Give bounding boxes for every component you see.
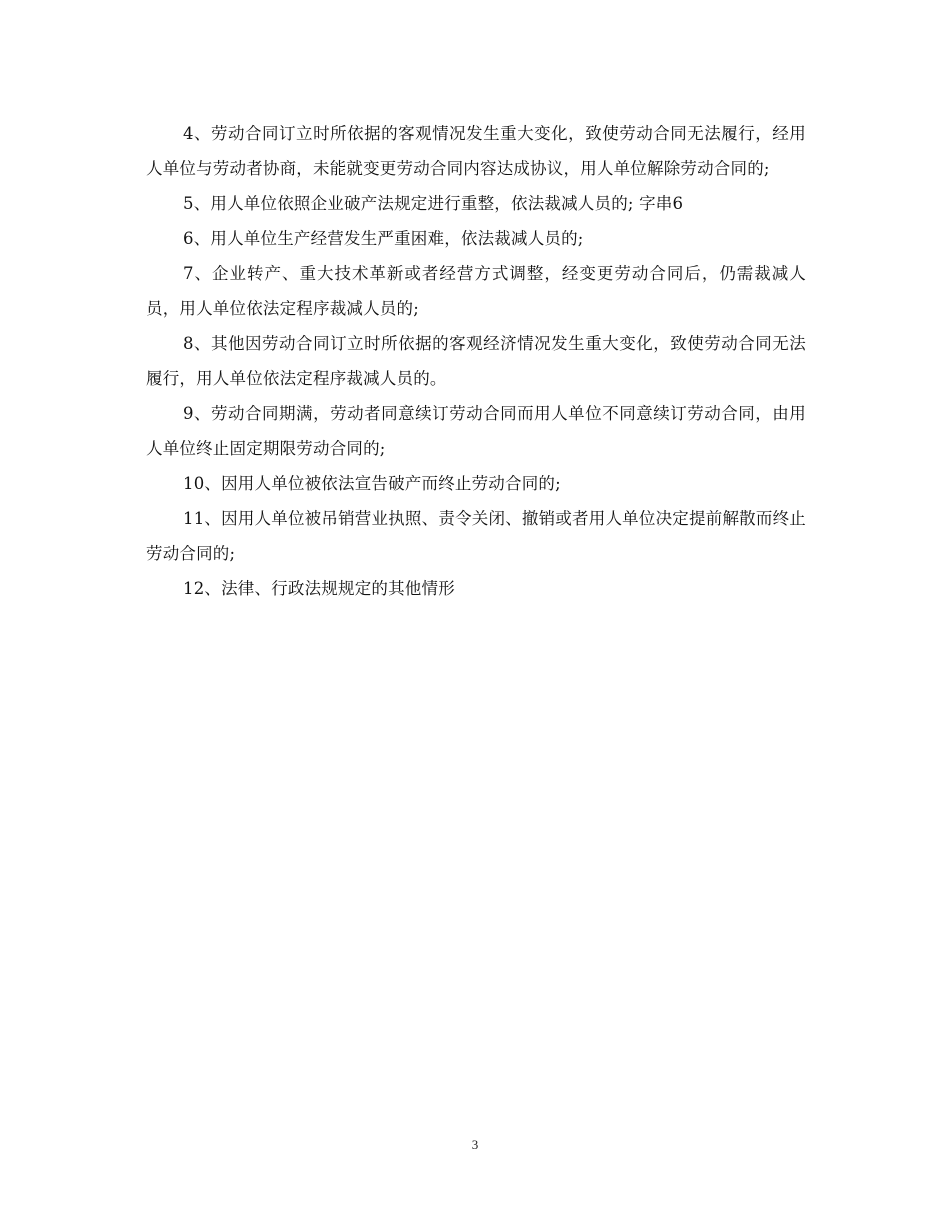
paragraph-item-12: 12、法律、行政法规规定的其他情形	[183, 579, 455, 598]
paragraph-item-6: 6、用人单位生产经营发生严重困难，依法裁减人员的;	[183, 229, 584, 248]
paragraph-item-10: 10、因用人单位被依法宣告破产而终止劳动合同的;	[183, 474, 561, 493]
paragraph-item-8: 8、其他因劳动合同订立时所依据的客观经济情况发生重大变化，致使劳动合同无法履行，用人单位依法定程序裁减人员的。	[146, 334, 806, 388]
paragraph-item-5: 5、用人单位依照企业破产法规定进行重整，依法裁减人员的; 字串6	[183, 194, 684, 213]
page-number: 3	[471, 1137, 479, 1152]
paragraph-item-11: 11、因用人单位被吊销营业执照、责令关闭、撤销或者用人单位决定提前解散而终止劳动合同的;	[146, 509, 806, 563]
paragraph-item-7: 7、企业转产、重大技术革新或者经营方式调整，经变更劳动合同后，仍需裁减人员，用人单位依法定程序裁减人员的;	[146, 264, 806, 318]
paragraph-item-4: 4、劳动合同订立时所依据的客观情况发生重大变化，致使劳动合同无法履行，经用人单位与劳动者协商，未能就变更劳动合同内容达成协议，用人单位解除劳动合同的;	[146, 124, 806, 178]
document-body	[146, 116, 806, 606]
paragraph-item-9: 9、劳动合同期满，劳动者同意续订劳动合同而用人单位不同意续订劳动合同，由用人单位终止固定期限劳动合同的;	[146, 404, 806, 458]
